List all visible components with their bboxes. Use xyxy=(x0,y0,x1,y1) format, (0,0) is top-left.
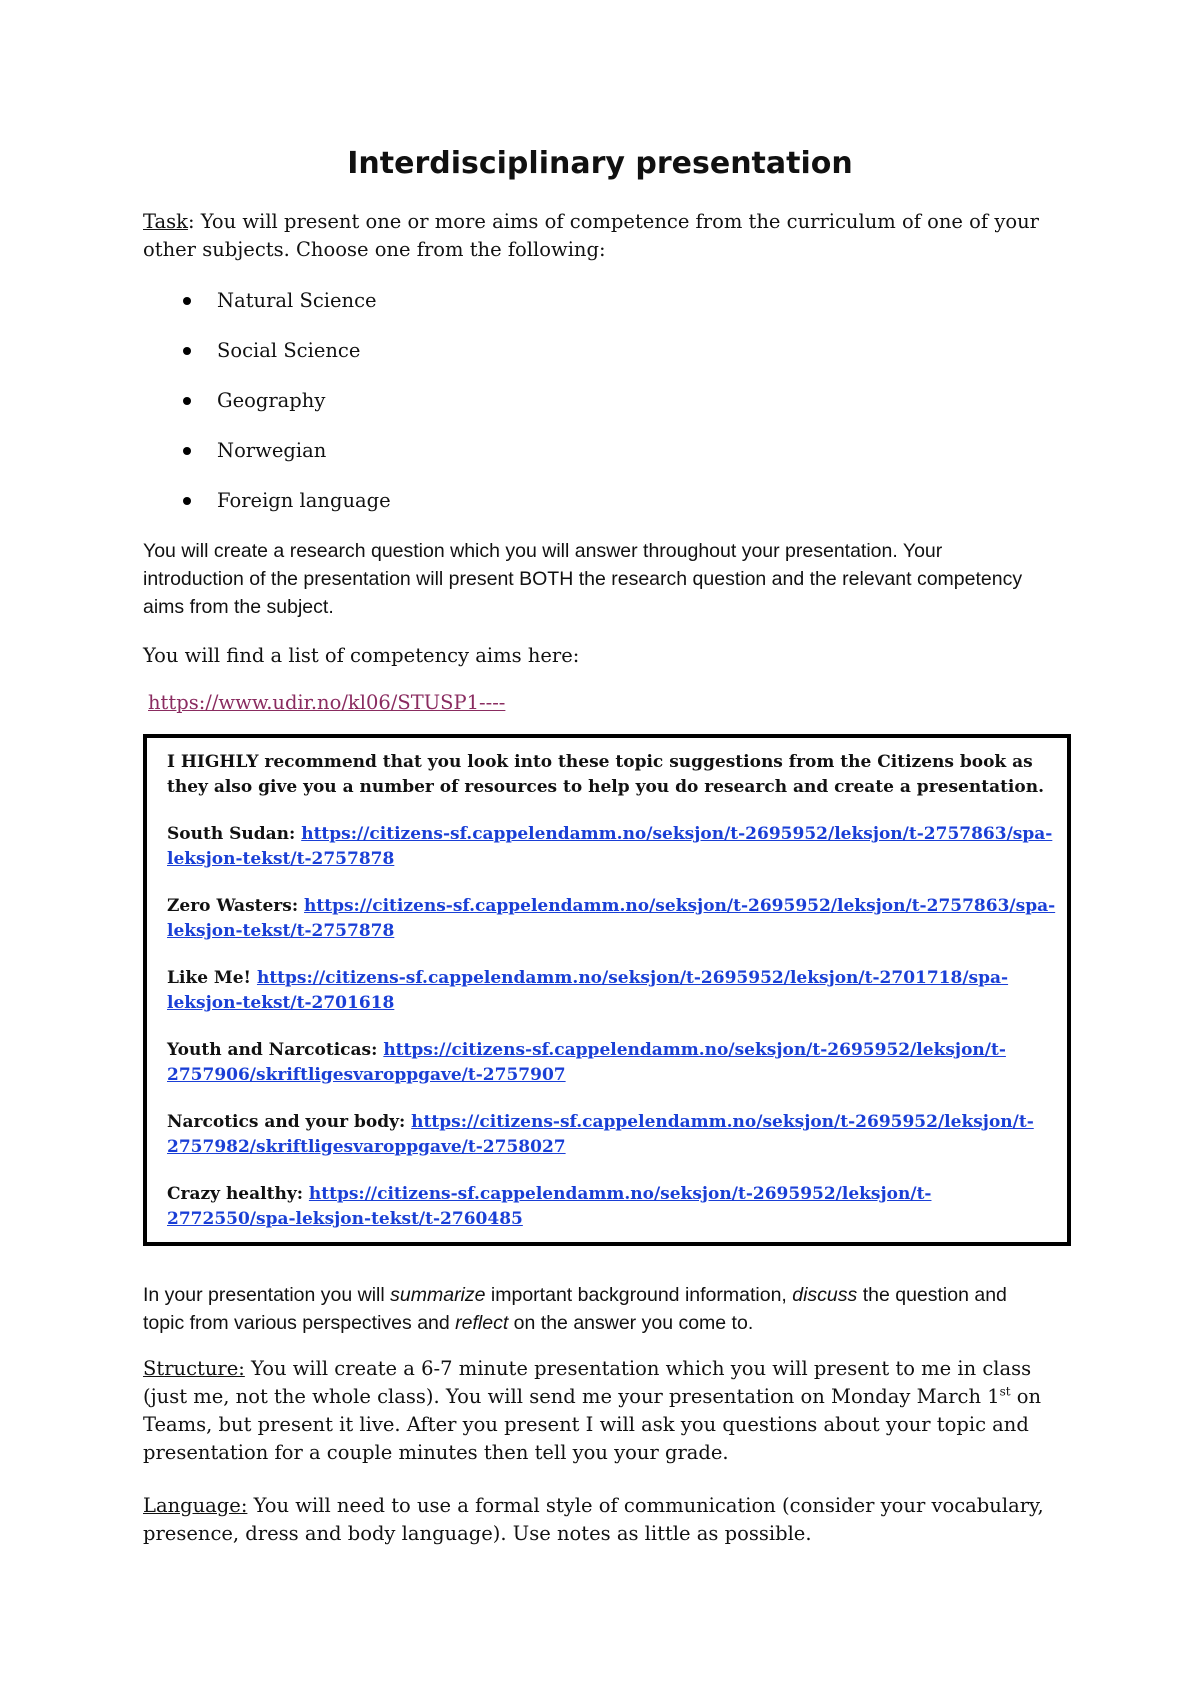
topic-link[interactable]: https://citizens-sf.cappelendamm.no/seksjon/t-2695952/leksjon/t-2757863/spa-leksjon-tekst/t-2757878 xyxy=(167,896,1056,941)
topic-suggestions-box xyxy=(143,734,1071,1246)
bullet-icon xyxy=(183,497,191,505)
list-item xyxy=(143,287,391,337)
page-title: Interdisciplinary presentation xyxy=(347,146,853,181)
topic-label: South Sudan: xyxy=(167,824,302,844)
reflect-term: reflect xyxy=(455,1312,509,1334)
list-item xyxy=(143,337,391,387)
topic-link[interactable]: https://citizens-sf.cappelendamm.no/seksjon/t-2695952/leksjon/t-2772550/spa-leksjon-tekst/t-2760485 xyxy=(167,1184,932,1229)
subject-list xyxy=(143,287,391,537)
structure-label: Structure: xyxy=(143,1357,245,1380)
box-intro: I HIGHLY recommend that you look into these topic suggestions from the Citizens book as they also give you a number of resources to help you do research and create a presentation. xyxy=(167,752,1045,797)
structure-paragraph: Structure: You will create a 6-7 minute presentation which you will present to me in class (just me, not the whole class). You will send me your presentation on Monday March 1st on Teams, but present it live. After you present I will ask you questions about your topic and presentation for a couple minutes then tell you your grade. xyxy=(143,1357,1042,1464)
subject-label: Foreign language xyxy=(217,489,391,512)
competency-intro: You will find a list of competency aims here: xyxy=(143,644,580,667)
research-paragraph: You will create a research question which you will answer throughout your presentation. Your introduction of the presentation will present BOTH the research question and the relevant competency aims from the subject. xyxy=(143,540,1023,618)
language-paragraph: Language: You will need to use a formal style of communication (consider your vocabulary, presence, dress and body language). Use notes as little as possible. xyxy=(143,1494,1044,1545)
language-label: Language: xyxy=(143,1494,248,1517)
bullet-icon xyxy=(183,347,191,355)
topic-link[interactable]: https://citizens-sf.cappelendamm.no/seksjon/t-2695952/leksjon/t-2757982/skriftligesvaroppgave/t-2758027 xyxy=(167,1112,1034,1157)
competency-aims-link[interactable]: https://www.udir.no/kl06/STUSP1---- xyxy=(148,691,506,714)
topic-item xyxy=(167,822,1057,872)
topic-link[interactable]: https://citizens-sf.cappelendamm.no/seksjon/t-2695952/leksjon/t-2701718/spa-leksjon-tekst/t-2701618 xyxy=(167,968,1009,1013)
list-item xyxy=(143,487,391,537)
topic-item xyxy=(167,894,1057,944)
bullet-icon xyxy=(183,397,191,405)
topic-label: Narcotics and your body: xyxy=(167,1112,412,1132)
topic-label: Youth and Narcoticas: xyxy=(167,1040,384,1060)
bullet-icon xyxy=(183,297,191,305)
discuss-term: discuss xyxy=(792,1284,858,1306)
bullet-icon xyxy=(183,447,191,455)
topic-item xyxy=(167,1038,1057,1088)
subject-label: Natural Science xyxy=(217,289,377,312)
topic-item xyxy=(167,1110,1057,1160)
topic-item xyxy=(167,966,1057,1016)
task-text: : You will present one or more aims of competence from the curriculum of one of your other subjects. Choose one from the following: xyxy=(143,210,1039,261)
task-paragraph xyxy=(143,208,1073,264)
subject-label: Social Science xyxy=(217,339,361,362)
summary-paragraph: In your presentation you will summarize important background information, discuss the question and topic from various perspectives and reflect on the answer you come to. xyxy=(143,1284,1007,1334)
list-item xyxy=(143,437,391,487)
summarize-term: summarize xyxy=(390,1284,486,1306)
subject-label: Norwegian xyxy=(217,439,327,462)
topic-label: Crazy healthy: xyxy=(167,1184,309,1204)
topic-link[interactable]: https://citizens-sf.cappelendamm.no/seksjon/t-2695952/leksjon/t-2757906/skriftligesvaroppgave/t-2757907 xyxy=(167,1040,1006,1085)
topic-link[interactable]: https://citizens-sf.cappelendamm.no/seksjon/t-2695952/leksjon/t-2757863/spa-leksjon-tekst/t-2757878 xyxy=(167,824,1053,869)
topic-label: Zero Wasters: xyxy=(167,896,305,916)
topic-item xyxy=(167,1182,1057,1232)
list-item xyxy=(143,387,391,437)
subject-label: Geography xyxy=(217,389,326,412)
topic-label: Like Me! xyxy=(167,968,257,988)
task-label: Task xyxy=(143,210,188,233)
